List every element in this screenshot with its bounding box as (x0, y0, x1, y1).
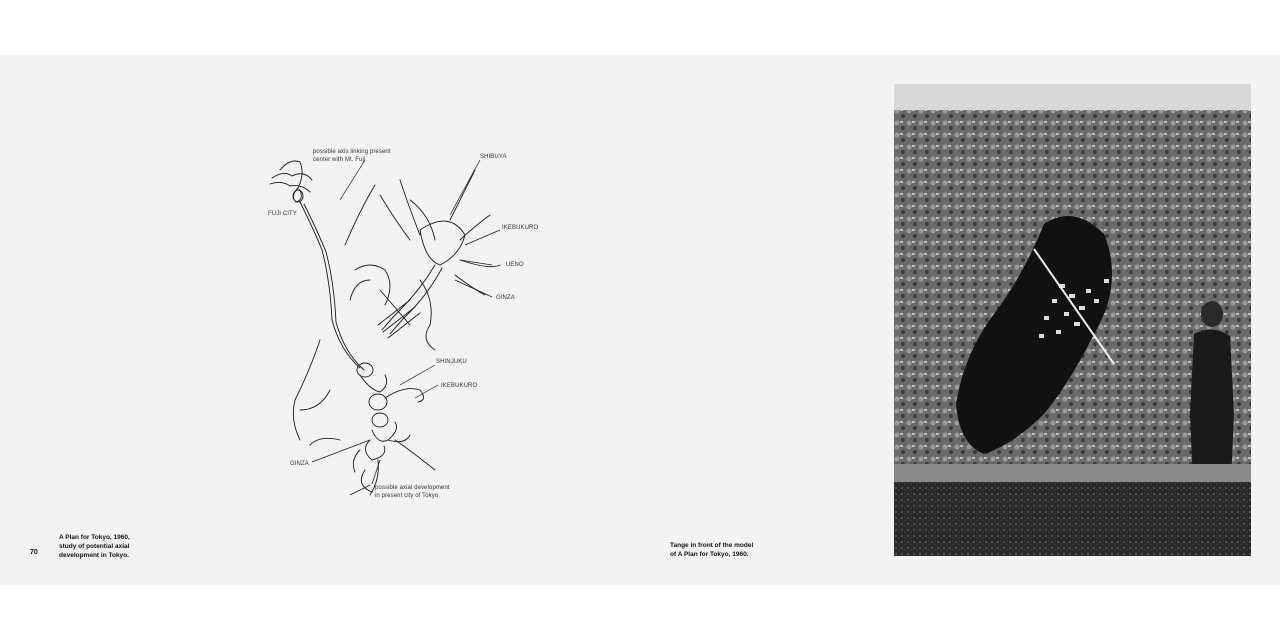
label-fuji-city: FUJI CITY (268, 211, 297, 217)
label-ginza-top: GINZA (496, 295, 515, 301)
figure-caption-right: Tange in front of the model of A Plan for Tokyo, 1960. (670, 542, 754, 558)
label-ginza-bottom: GINZA (290, 461, 309, 467)
label-shibuya: SHIBUYA (480, 154, 507, 160)
label-ikebukuro-top: IKEBUKURO (502, 225, 539, 231)
figure-caption-left: A Plan for Tokyo, 1960, study of potential axial development in Tokyo. (59, 534, 130, 559)
model-photograph (894, 84, 1251, 556)
label-shinjuku: SHINJUKU (436, 359, 467, 365)
label-ueno: UENO (506, 262, 524, 268)
label-axis-fuji: possible axis linking present center with Mt. Fuji (313, 149, 391, 163)
label-ikebukuro-bottom: IKEBUKURO (441, 383, 478, 389)
label-axial-development: possible axial development in present city of Tokyo (375, 485, 450, 499)
page-number: 70 (30, 549, 38, 556)
